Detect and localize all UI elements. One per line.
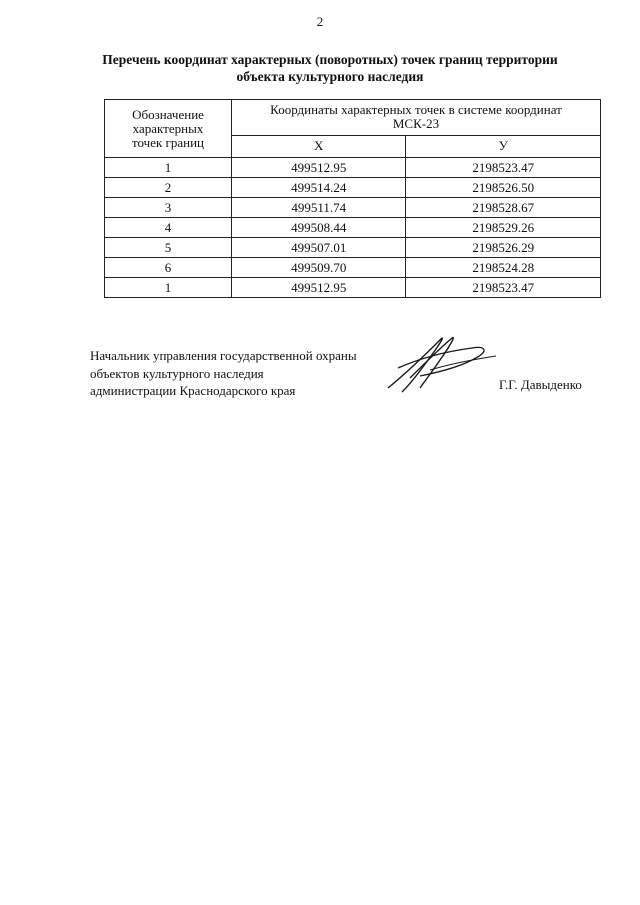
table-row — [105, 158, 601, 178]
coordinates-table — [104, 99, 601, 298]
cell-point: 1 — [105, 158, 232, 178]
cell-y: 2198523.47 — [406, 158, 601, 178]
handwritten-signature — [380, 330, 500, 402]
cell-x: 499512.95 — [232, 278, 406, 298]
document-title — [80, 51, 580, 85]
cell-y: 2198526.50 — [406, 178, 601, 198]
cell-point: 5 — [105, 238, 232, 258]
cell-x: 499511.74 — [232, 198, 406, 218]
table-row — [105, 218, 601, 238]
position-line-1: Начальник управления государственной охраны — [90, 348, 357, 363]
signatory-position — [90, 347, 357, 400]
cell-point: 6 — [105, 258, 232, 278]
position-line-3: администрации Краснодарского края — [90, 383, 296, 398]
cell-point: 3 — [105, 198, 232, 218]
cell-point: 2 — [105, 178, 232, 198]
header-point-label: Обозначение характерных точек границ — [105, 100, 232, 158]
cell-y: 2198524.28 — [406, 258, 601, 278]
cell-point: 4 — [105, 218, 232, 238]
signer-name: Г.Г. Давыденко — [499, 377, 582, 392]
cell-x: 499509.70 — [232, 258, 406, 278]
cell-x: 499512.95 — [232, 158, 406, 178]
cell-y: 2198526.29 — [406, 238, 601, 258]
page-number: 2 — [316, 14, 324, 29]
position-line-2: объектов культурного наследия — [90, 365, 264, 381]
header-coordinate-system: Координаты характерных точек в системе координат МСК-23 — [232, 100, 601, 136]
cell-y: 2198529.26 — [406, 218, 601, 238]
header-x: X — [232, 135, 406, 157]
table-row — [105, 278, 601, 298]
cell-point: 1 — [105, 278, 232, 298]
cell-x: 499514.24 — [232, 178, 406, 198]
table-row — [105, 198, 601, 218]
table-row — [105, 178, 601, 198]
title-line-2: объекта культурного наследия — [236, 69, 424, 84]
cell-x: 499507.01 — [232, 238, 406, 258]
table-row — [105, 238, 601, 258]
title-line-1: Перечень координат характерных (поворотных) точек границ территории — [102, 52, 558, 67]
cell-x: 499508.44 — [232, 218, 406, 238]
cell-y: 2198523.47 — [406, 278, 601, 298]
table-row — [105, 258, 601, 278]
cell-y: 2198528.67 — [406, 198, 601, 218]
header-y: У — [406, 135, 601, 157]
